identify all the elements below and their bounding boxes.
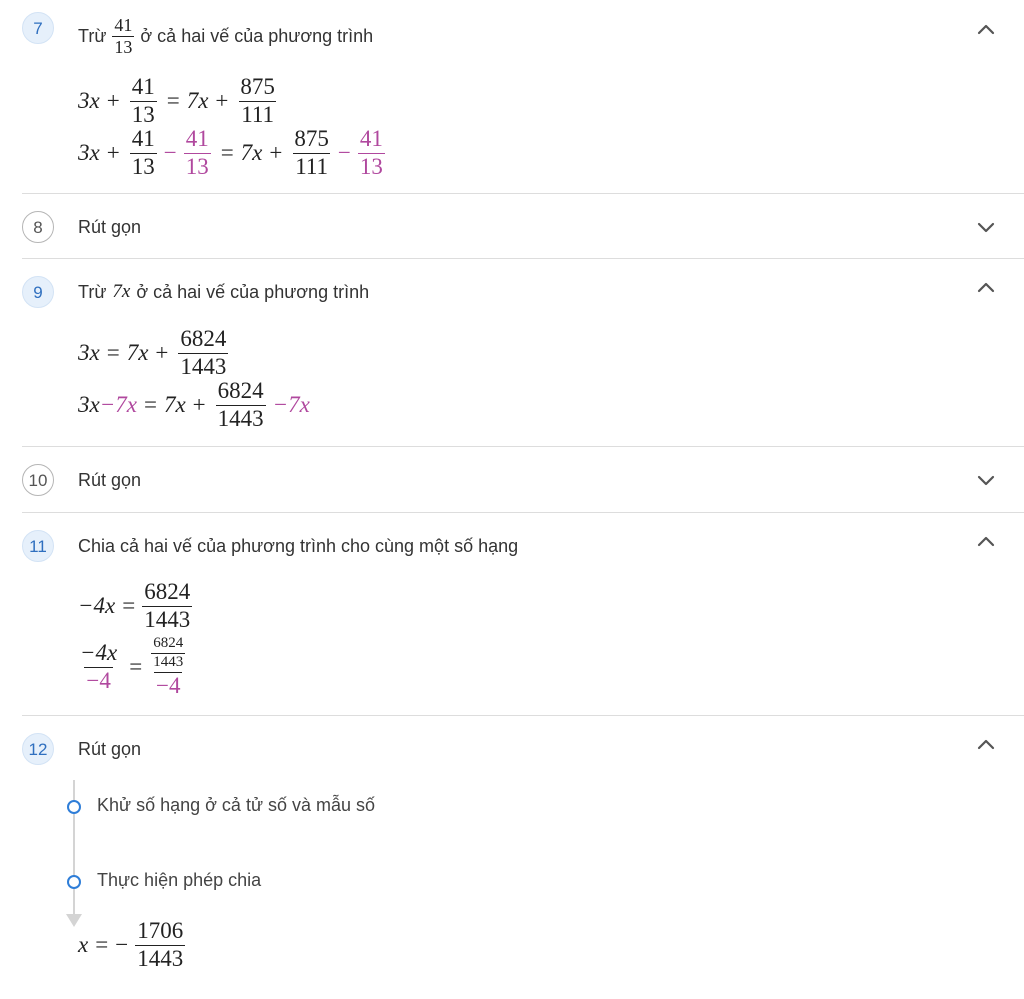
equation-line: $\frac{-4x}{-4}$ = $\frac{\frac{6824}{1443}}{-4}$ [80, 635, 184, 698]
equation-line: 3x = 7x + $\frac{6824}{1443}$ [78, 326, 227, 379]
equation-line: 3x + $\frac{41}{13}$ = 7x + $\frac{875}{111}$ [78, 74, 275, 127]
step-number-badge: 12 [22, 733, 54, 765]
divider [22, 512, 1024, 513]
result-equation: x = − $\frac{1706}{1443}$ [78, 918, 184, 971]
step-title[interactable] [78, 276, 369, 308]
step-number-badge: 9 [22, 276, 54, 308]
step-title-variable: 7x [112, 281, 131, 302]
divider [22, 446, 1024, 447]
step-title-text: ở cả hai vế của phương trình [140, 25, 374, 46]
step-number-badge: 8 [22, 211, 54, 243]
step-title[interactable]: Rút gọn [78, 469, 142, 490]
step-title[interactable] [78, 12, 373, 60]
divider [22, 715, 1024, 716]
chevron-down-icon[interactable] [974, 468, 998, 492]
step-number-badge: 11 [22, 530, 54, 562]
chevron-down-icon[interactable] [974, 215, 998, 239]
divider [22, 193, 1024, 194]
step-title-fraction: $\frac{41}{13}$ [114, 14, 133, 57]
chevron-up-icon[interactable] [974, 276, 998, 300]
step-title-text: Trừ [78, 281, 107, 302]
chevron-up-icon[interactable] [974, 530, 998, 554]
substep-dot-icon [67, 875, 81, 889]
substep-dot-icon [67, 800, 81, 814]
step-number-badge: 10 [22, 464, 54, 496]
chevron-up-icon[interactable] [974, 18, 998, 42]
step-number-badge: 7 [22, 12, 54, 44]
step-title[interactable]: Rút gọn [78, 216, 142, 237]
equation-line: 3x −7x = 7x + $\frac{6824}{1443}$ −7x [78, 378, 310, 431]
substep-link[interactable]: Thực hiện phép chia [97, 870, 262, 890]
equation-line: −4x = $\frac{6824}{1443}$ [78, 579, 191, 632]
step-title[interactable]: Rút gọn [78, 738, 142, 759]
step-title-text: Trừ [78, 25, 107, 46]
divider [22, 258, 1024, 259]
equation-line: 3x + $\frac{41}{13}$ − $\frac{41}{13}$ = 7x + $\frac{875}{111}$ − $\frac{41}{13}$ [78, 126, 383, 179]
step-title[interactable]: Chia cả hai vế của phương trình cho cùng một số hạng [78, 535, 519, 556]
chevron-up-icon[interactable] [974, 733, 998, 757]
step-title-text: ở cả hai vế của phương trình [136, 281, 370, 302]
substep-link[interactable]: Khử số hạng ở cả tử số và mẫu số [97, 795, 376, 815]
